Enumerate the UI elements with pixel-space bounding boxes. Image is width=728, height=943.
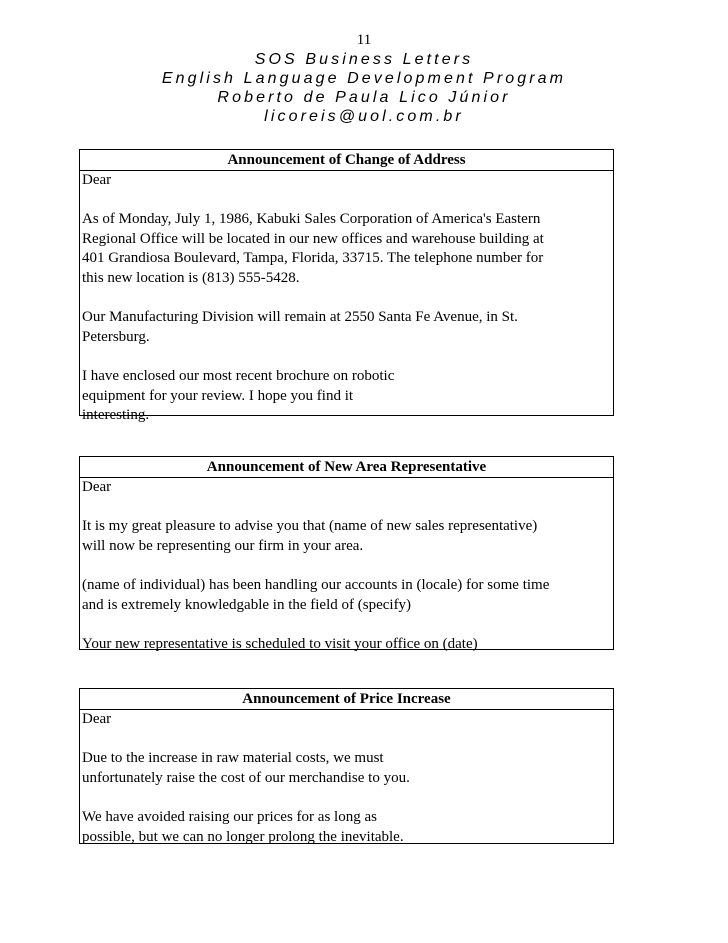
letter-body: [80, 478, 613, 654]
letter-body: [80, 171, 613, 426]
text-line: We have avoided raising our prices for as long as: [82, 808, 377, 825]
text-line: unfortunately raise the cost of our merchandise to you.: [82, 769, 410, 786]
text-line: It is my great pleasure to advise you that (name of new sales representative): [82, 518, 538, 535]
letter-title: Announcement of Change of Address: [80, 150, 613, 171]
letter-new-area-representative: [79, 456, 614, 650]
text-line: 401 Grandiosa Boulevard, Tampa, Florida, 33715. The telephone number for: [82, 250, 544, 267]
text-line: As of Monday, July 1, 1986, Kabuki Sales Corporation of America's Eastern: [82, 211, 541, 228]
letter-change-of-address: [79, 149, 614, 424]
text-line: possible, but we can no longer prolong the inevitable.: [82, 828, 404, 845]
salutation: Dear: [82, 479, 112, 495]
paragraph: [82, 367, 611, 426]
page-number: 11: [356, 32, 372, 48]
paragraph: [82, 749, 611, 788]
paragraph: [82, 517, 611, 556]
text-line: Due to the increase in raw material costs, we must: [82, 750, 384, 767]
letter-body: [80, 710, 613, 847]
text-line: will now be representing our firm in your area.: [82, 537, 364, 554]
paragraph: [82, 808, 611, 847]
paragraph: [82, 635, 611, 655]
letter-title: Announcement of Price Increase: [80, 689, 613, 710]
paragraph: [82, 210, 611, 288]
header-author: Roberto de Paula Lico Júnior: [217, 89, 511, 106]
text-line: I have enclosed our most recent brochure on robotic: [82, 367, 395, 384]
header-email: licoreis@uol.com.br: [264, 108, 464, 125]
text-line: interesting.: [82, 407, 150, 424]
text-line: Your new representative is scheduled to visit your office on (date): [82, 635, 478, 652]
paragraph: [82, 308, 611, 347]
document-header: [0, 50, 728, 126]
salutation: Dear: [82, 172, 112, 188]
text-line: Petersburg.: [82, 328, 150, 345]
letter-title: Announcement of New Area Representative: [80, 457, 613, 478]
text-line: Our Manufacturing Division will remain at 2550 Santa Fe Avenue, in St.: [82, 309, 518, 326]
letter-price-increase: [79, 688, 614, 844]
text-line: equipment for your review. I hope you find it: [82, 387, 354, 404]
header-program: English Language Development Program: [161, 70, 567, 87]
text-line: this new location is (813) 555-5428.: [82, 269, 300, 286]
text-line: (name of individual) has been handling our accounts in (locale) for some time: [82, 576, 550, 593]
paragraph: [82, 576, 611, 615]
text-line: and is extremely knowledgable in the field of (specify): [82, 596, 412, 613]
text-line: Regional Office will be located in our new offices and warehouse building at: [82, 230, 544, 247]
salutation: Dear: [82, 711, 112, 727]
header-title: SOS Business Letters: [254, 51, 474, 68]
